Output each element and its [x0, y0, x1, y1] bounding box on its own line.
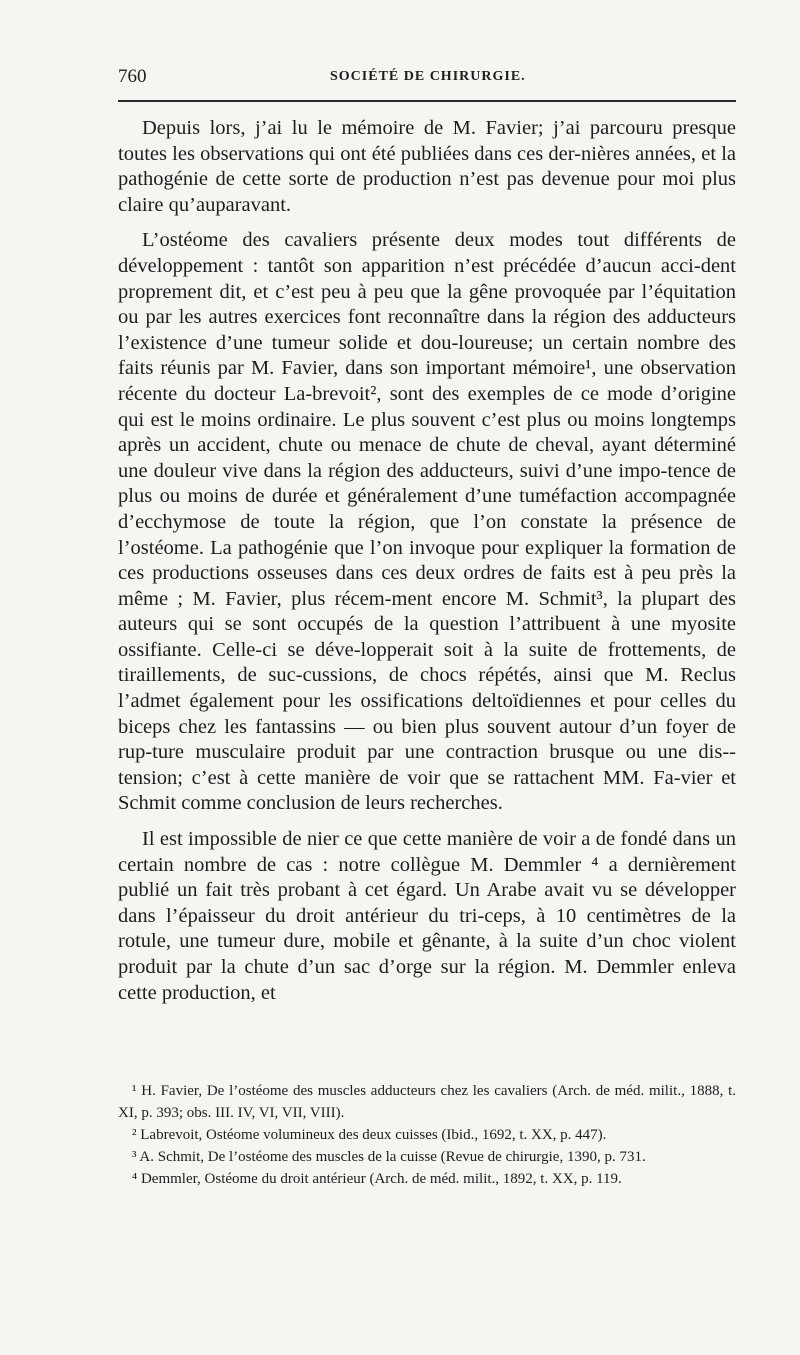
footnote-2: ² Labrevoit, Ostéome volumineux des deux cuisses (Ibid., 1692, t. XX, p. 447).	[132, 1127, 607, 1143]
page-number: 760	[118, 66, 147, 87]
footnote-3: ³ A. Schmit, De l’ostéome des muscles de la cuisse (Revue de chirurgie, 1390, p. 731.	[132, 1149, 646, 1165]
footnotes	[118, 1080, 736, 1190]
footnote-4: ⁴ Demmler, Ostéome du droit antérieur (Arch. de méd. milit., 1892, t. XX, p. 119.	[132, 1171, 622, 1187]
header-rule	[118, 100, 736, 102]
footnote-1: ¹ H. Favier, De l’ostéome des muscles adducteurs chez les cavaliers (Arch. de méd. milit., 1888, t. XI, p. 393; obs. III. IV, VI, VII, VIII).	[118, 1083, 736, 1121]
running-title: SOCIÉTÉ DE CHIRURGIE.	[330, 69, 526, 84]
paragraph-1: Depuis lors, j’ai lu le mémoire de M. Favier; j’ai parcouru presque toutes les observations qui ont été publiées dans ces der-nières années, et la pathogénie de cette sorte de production n’est pas devenue pour moi plus claire qu’auparavant.	[118, 117, 736, 216]
paragraph-2: L’ostéome des cavaliers présente deux modes tout différents de développement : tantôt son apparition n’est précédée d’aucun acci-dent proprement dit, et c’est peu à peu que la gêne provoquée par l’équitation ou par les autres exercices font reconnaître dans la région des adducteurs l’existence d’une tumeur solide et dou-loureuse; un certain nombre des faits réunis par M. Favier, dans son important mémoire¹, une observation récente du docteur La-brevoit², sont des exemples de ce mode d’origine qui est le moins ordinaire. Le plus souvent c’est plus ou moins longtemps après un accident, chute ou menace de chute de cheval, ayant déterminé une douleur vive dans la région des adducteurs, suivi d’une impo-tence de plus ou moins de durée et généralement d’une tuméfaction accompagnée d’ecchymose de toute la région, que l’on constate la présence de l’ostéome. La pathogénie que l’on invoque pour expliquer la formation de ces productions osseuses dans ces deux ordres de faits est à peu près la même ; M. Favier, plus récem-ment encore M. Schmit³, la plupart des auteurs qui se sont occupés de la question l’attribuent à une myosite ossifiante. Celle-ci se déve-lopperait soit à la suite de frottements, de tiraillements, de suc-cussions, de chocs répétés, ainsi que M. Reclus l’admet également pour les ossifications deltoïdiennes et pour celles du biceps chez les fantassins — ou bien plus souvent autour d’un foyer de rup-ture musculaire produit par une contraction brusque ou une dis-tension; c’est à cette manière de voir que se rattachent MM. Fa-vier et Schmit comme conclusion de leurs recherches.	[118, 229, 736, 815]
paragraph-3: Il est impossible de nier ce que cette manière de voir a de fondé dans un certain nombre de cas : notre collègue M. Demmler ⁴ a dernièrement publié un fait très probant à cet égard. Un Arabe avait vu se développer dans l’épaisseur du droit antérieur du tri-ceps, à 10 centimètres de la rotule, une tumeur dure, mobile et gênante, à la suite d’un choc violent produit par la chute d’un sac d’orge sur la région. M. Demmler enleva cette production, et	[118, 828, 736, 1004]
main-text	[118, 116, 736, 1016]
page-header	[118, 66, 736, 90]
